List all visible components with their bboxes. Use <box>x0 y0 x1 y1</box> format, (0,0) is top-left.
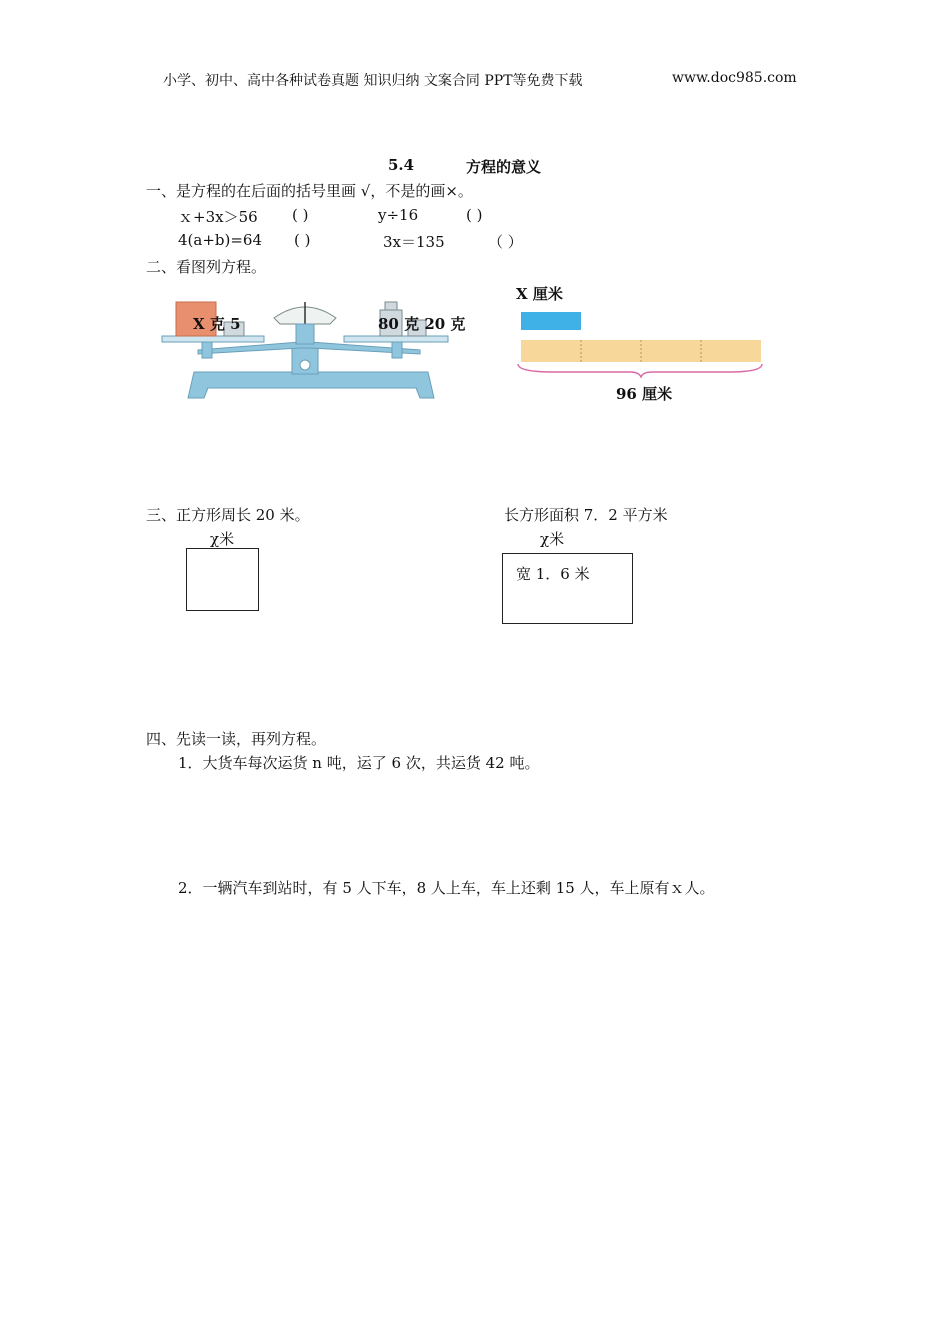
bar-top-label: X 厘米 <box>516 285 563 303</box>
square-shape <box>186 548 259 611</box>
title-number: 5.4 <box>388 156 415 174</box>
rectangle-side-label: χ米 <box>540 530 565 548</box>
problem-1: 1．大货车每次运货 n 吨，运了 6 次，共运货 42 吨。 <box>178 754 540 772</box>
expr-1: ｘ+3x＞56 <box>178 208 258 226</box>
rectangle-title: 长方形面积 7．2 平方米 <box>504 506 668 524</box>
section1-instruction: 一、是方程的在后面的括号里画 √，不是的画×。 <box>146 182 473 200</box>
answer-paren-1[interactable]: ( ) <box>292 206 309 224</box>
scale-right-label: 80 克 20 克 <box>378 315 466 333</box>
expr-3: 4(a+b)=64 <box>178 231 263 249</box>
rectangle-width-label: 宽 1．6 米 <box>516 565 590 583</box>
answer-paren-3[interactable]: ( ) <box>294 231 311 249</box>
scale-left-label: X 克 5 <box>193 315 241 333</box>
bar-model-figure <box>514 306 766 378</box>
header-site: www.doc985.com <box>672 70 797 86</box>
balance-scale-figure <box>158 292 458 404</box>
problem-2: 2．一辆汽车到站时，有 5 人下车，8 人上车，车上还剩 15 人，车上原有ｘ人。 <box>178 879 715 897</box>
square-title: 三、正方形周长 20 米。 <box>146 506 310 524</box>
expr-2: y÷16 <box>378 206 419 224</box>
answer-paren-2[interactable]: ( ) <box>466 206 483 224</box>
page-title: 方程的意义 <box>466 158 542 176</box>
expr-4: 3x＝135 <box>383 233 445 251</box>
header-banner: 小学、初中、高中各种试卷真题 知识归纳 文案合同 PPT等免费下载 <box>163 73 583 89</box>
bar-bottom-label: 96 厘米 <box>616 385 673 403</box>
section2-instruction: 二、看图列方程。 <box>146 258 267 276</box>
square-side-label: χ米 <box>210 530 235 548</box>
section4-instruction: 四、先读一读，再列方程。 <box>146 730 327 748</box>
answer-paren-4[interactable]: （ ） <box>488 233 523 251</box>
